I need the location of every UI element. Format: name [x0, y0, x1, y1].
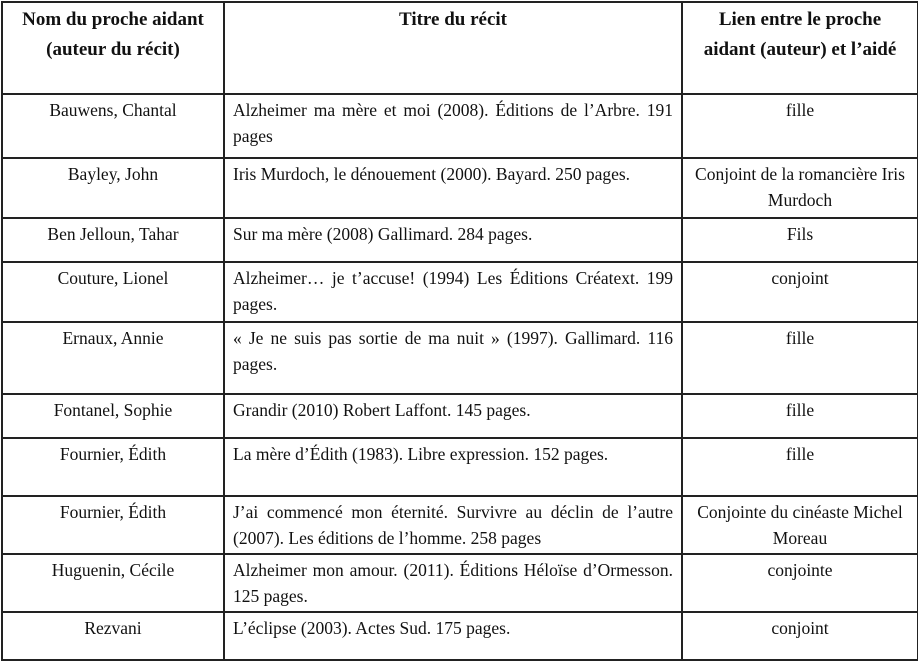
- cell-title: Iris Murdoch, le dénouement (2000). Bayard. 250 pages.: [224, 158, 682, 218]
- table-row: [2, 496, 918, 554]
- table-row: [2, 438, 918, 496]
- cell-title: Alzheimer ma mère et moi (2008). Éditions de l’Arbre. 191 pages: [224, 94, 682, 158]
- cell-name: Ben Jelloun, Tahar: [2, 218, 224, 262]
- cell-title: Alzheimer mon amour. (2011). Éditions Héloïse d’Ormesson. 125 pages.: [224, 554, 682, 612]
- table-row: [2, 94, 918, 158]
- caregiver-accounts-table: [1, 1, 918, 661]
- cell-link: fille: [682, 94, 918, 158]
- header-name: Nom du proche aidant (auteur du récit): [2, 2, 224, 94]
- cell-title: J’ai commencé mon éternité. Survivre au déclin de l’autre (2007). Les éditions de l’homme. 258 pages: [224, 496, 682, 554]
- cell-title: Alzheimer… je t’accuse! (1994) Les Éditions Créatext. 199 pages.: [224, 262, 682, 322]
- cell-link: Conjointe du cinéaste Michel Moreau: [682, 496, 918, 554]
- table-row: [2, 612, 918, 660]
- cell-name: Rezvani: [2, 612, 224, 660]
- cell-link: fille: [682, 322, 918, 394]
- cell-link: Fils: [682, 218, 918, 262]
- cell-name: Fournier, Édith: [2, 438, 224, 496]
- cell-name: Huguenin, Cécile: [2, 554, 224, 612]
- cell-title: Sur ma mère (2008) Gallimard. 284 pages.: [224, 218, 682, 262]
- cell-name: Fournier, Édith: [2, 496, 224, 554]
- cell-name: Bayley, John: [2, 158, 224, 218]
- cell-title: La mère d’Édith (1983). Libre expression. 152 pages.: [224, 438, 682, 496]
- table-row: [2, 218, 918, 262]
- table-row: [2, 262, 918, 322]
- cell-link: Conjoint de la romancière Iris Murdoch: [682, 158, 918, 218]
- cell-title: L’éclipse (2003). Actes Sud. 175 pages.: [224, 612, 682, 660]
- cell-link: conjoint: [682, 262, 918, 322]
- cell-link: conjointe: [682, 554, 918, 612]
- header-title: Titre du récit: [224, 2, 682, 94]
- header-link: Lien entre le proche aidant (auteur) et l’aidé: [682, 2, 918, 94]
- cell-link: conjoint: [682, 612, 918, 660]
- cell-title: « Je ne suis pas sortie de ma nuit » (1997). Gallimard. 116 pages.: [224, 322, 682, 394]
- cell-link: fille: [682, 438, 918, 496]
- cell-name: Ernaux, Annie: [2, 322, 224, 394]
- header-row: [2, 2, 918, 94]
- cell-name: Couture, Lionel: [2, 262, 224, 322]
- cell-link: fille: [682, 394, 918, 438]
- cell-title: Grandir (2010) Robert Laffont. 145 pages.: [224, 394, 682, 438]
- table-row: [2, 158, 918, 218]
- table-row: [2, 554, 918, 612]
- table-row: [2, 394, 918, 438]
- cell-name: Fontanel, Sophie: [2, 394, 224, 438]
- table-row: [2, 322, 918, 394]
- cell-name: Bauwens, Chantal: [2, 94, 224, 158]
